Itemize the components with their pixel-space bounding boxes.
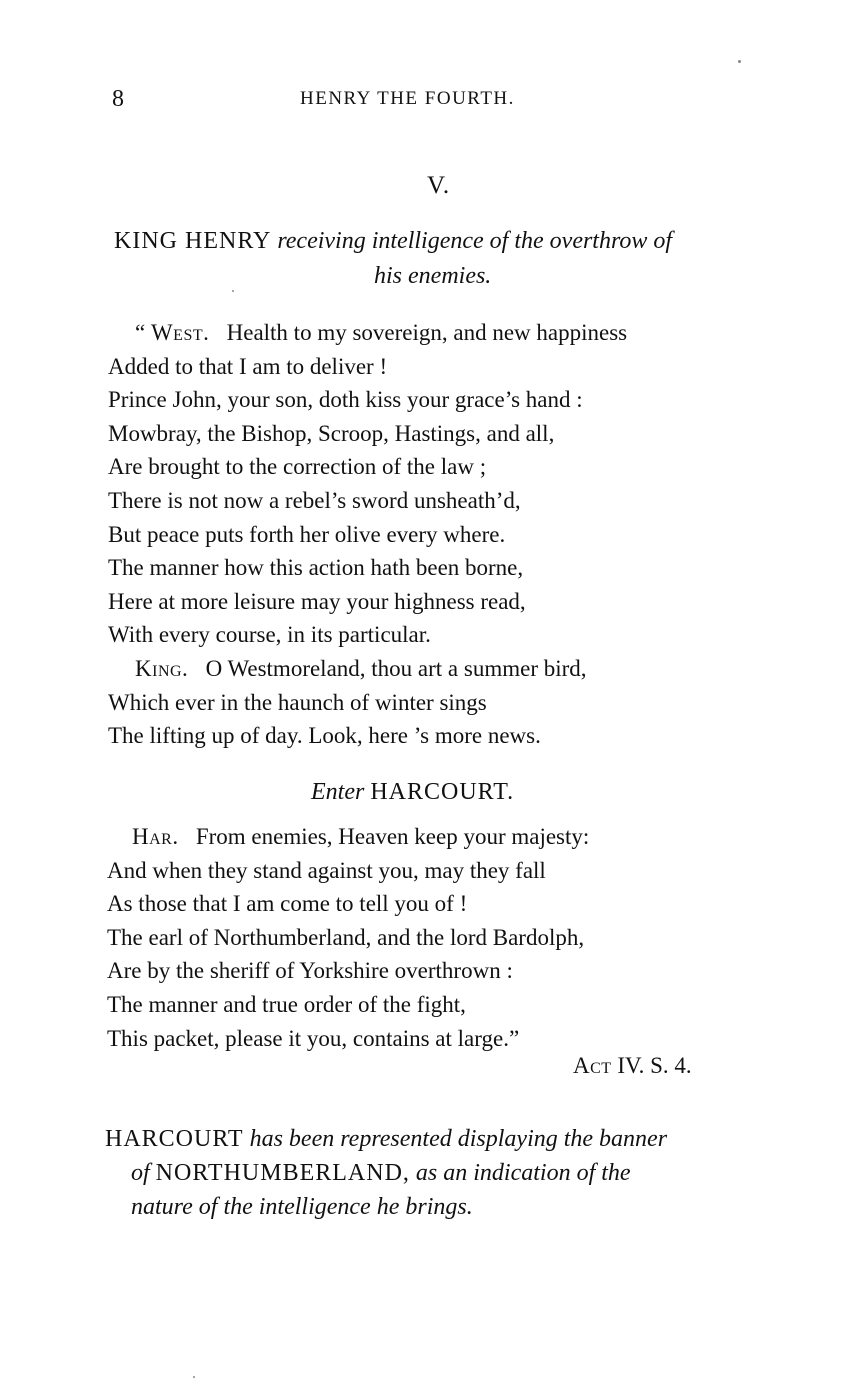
verse-line: Are brought to the correction of the law ;	[108, 454, 487, 480]
note-caps-2: NORTHUMBERLAND,	[155, 1160, 410, 1186]
speaker-west: West.	[150, 320, 210, 345]
verse-line: Which ever in the haunch of winter sings	[108, 689, 487, 715]
verse-line: Are by the sheriff of Yorkshire overthrown :	[107, 958, 513, 984]
citation-rest: IV. S. 4.	[617, 1053, 692, 1078]
verse-line: There is not now a rebel’s sword unsheath’d,	[108, 487, 521, 513]
heading-italic-1: receiving intelligence of the overthrow of	[277, 228, 673, 254]
verse-line: But peace puts forth her olive every where.	[108, 521, 506, 547]
verse-line: Added to that I am to deliver !	[108, 353, 388, 379]
heading-italic-2: his enemies.	[374, 263, 492, 289]
section-heading-line-2	[374, 263, 491, 290]
verse-line: The manner how this action hath been borne,	[108, 555, 524, 581]
verse-passage-1	[108, 316, 627, 753]
stage-direction	[311, 779, 514, 806]
verse-passage-2	[107, 820, 589, 1055]
verse-line: And when they stand against you, may they fall	[107, 857, 546, 883]
verse-line: This packet, please it you, contains at large.”	[107, 1025, 520, 1051]
note-ital-1: has been represented displaying the banner	[249, 1126, 668, 1152]
verse-line: Prince John, your son, doth kiss your grace’s hand :	[108, 387, 583, 413]
note-ital-4: nature of the intelligence he brings.	[131, 1194, 473, 1220]
verse-text: Health to my sovereign, and new happiness	[226, 320, 628, 345]
note-line	[105, 1156, 667, 1190]
verse-text: O Westmoreland, thou art a summer bird,	[205, 655, 587, 681]
note-line	[105, 1190, 667, 1224]
section-number: V.	[427, 172, 451, 199]
section-heading-line-1	[114, 228, 672, 255]
paper-speck	[738, 60, 741, 63]
verse-line: With every course, in its particular.	[108, 622, 431, 648]
paper-speck	[232, 290, 234, 292]
verse-line: Here at more leisure may your highness read,	[108, 588, 526, 614]
verse-line: As those that I am come to tell you of !	[107, 891, 468, 917]
verse-line: Mowbray, the Bishop, Scroop, Hastings, and all,	[108, 420, 555, 446]
verse-line: The lifting up of day. Look, here ’s more news.	[108, 723, 541, 749]
page-number: 8	[112, 86, 124, 112]
paper-speck	[193, 1376, 195, 1378]
act-scene-citation	[573, 1053, 692, 1079]
speaker-har: Har.	[132, 824, 179, 849]
speaker-king: King.	[135, 655, 189, 681]
running-head-title: HENRY THE FOURTH.	[300, 88, 515, 109]
verse-line	[108, 652, 627, 686]
verse-line: The manner and true order of the fight,	[107, 991, 466, 1017]
note-ital-3: as an indication of the	[415, 1160, 631, 1186]
stage-enter: Enter	[311, 779, 365, 805]
commentary-note	[105, 1122, 667, 1224]
stage-name: HARCOURT.	[370, 779, 515, 805]
note-caps-1: HARCOURT	[105, 1126, 244, 1152]
verse-line	[107, 820, 589, 854]
heading-caps: KING HENRY	[114, 228, 272, 254]
note-line	[105, 1122, 667, 1156]
verse-line: The earl of Northumberland, and the lord Bardolph,	[107, 924, 585, 950]
verse-text: From enemies, Heaven keep your majesty:	[195, 824, 590, 849]
verse-line: “ West. Health to my sovereign, and new happiness	[135, 320, 628, 345]
note-ital-2: of	[131, 1160, 150, 1186]
citation-act: Act	[573, 1053, 612, 1078]
